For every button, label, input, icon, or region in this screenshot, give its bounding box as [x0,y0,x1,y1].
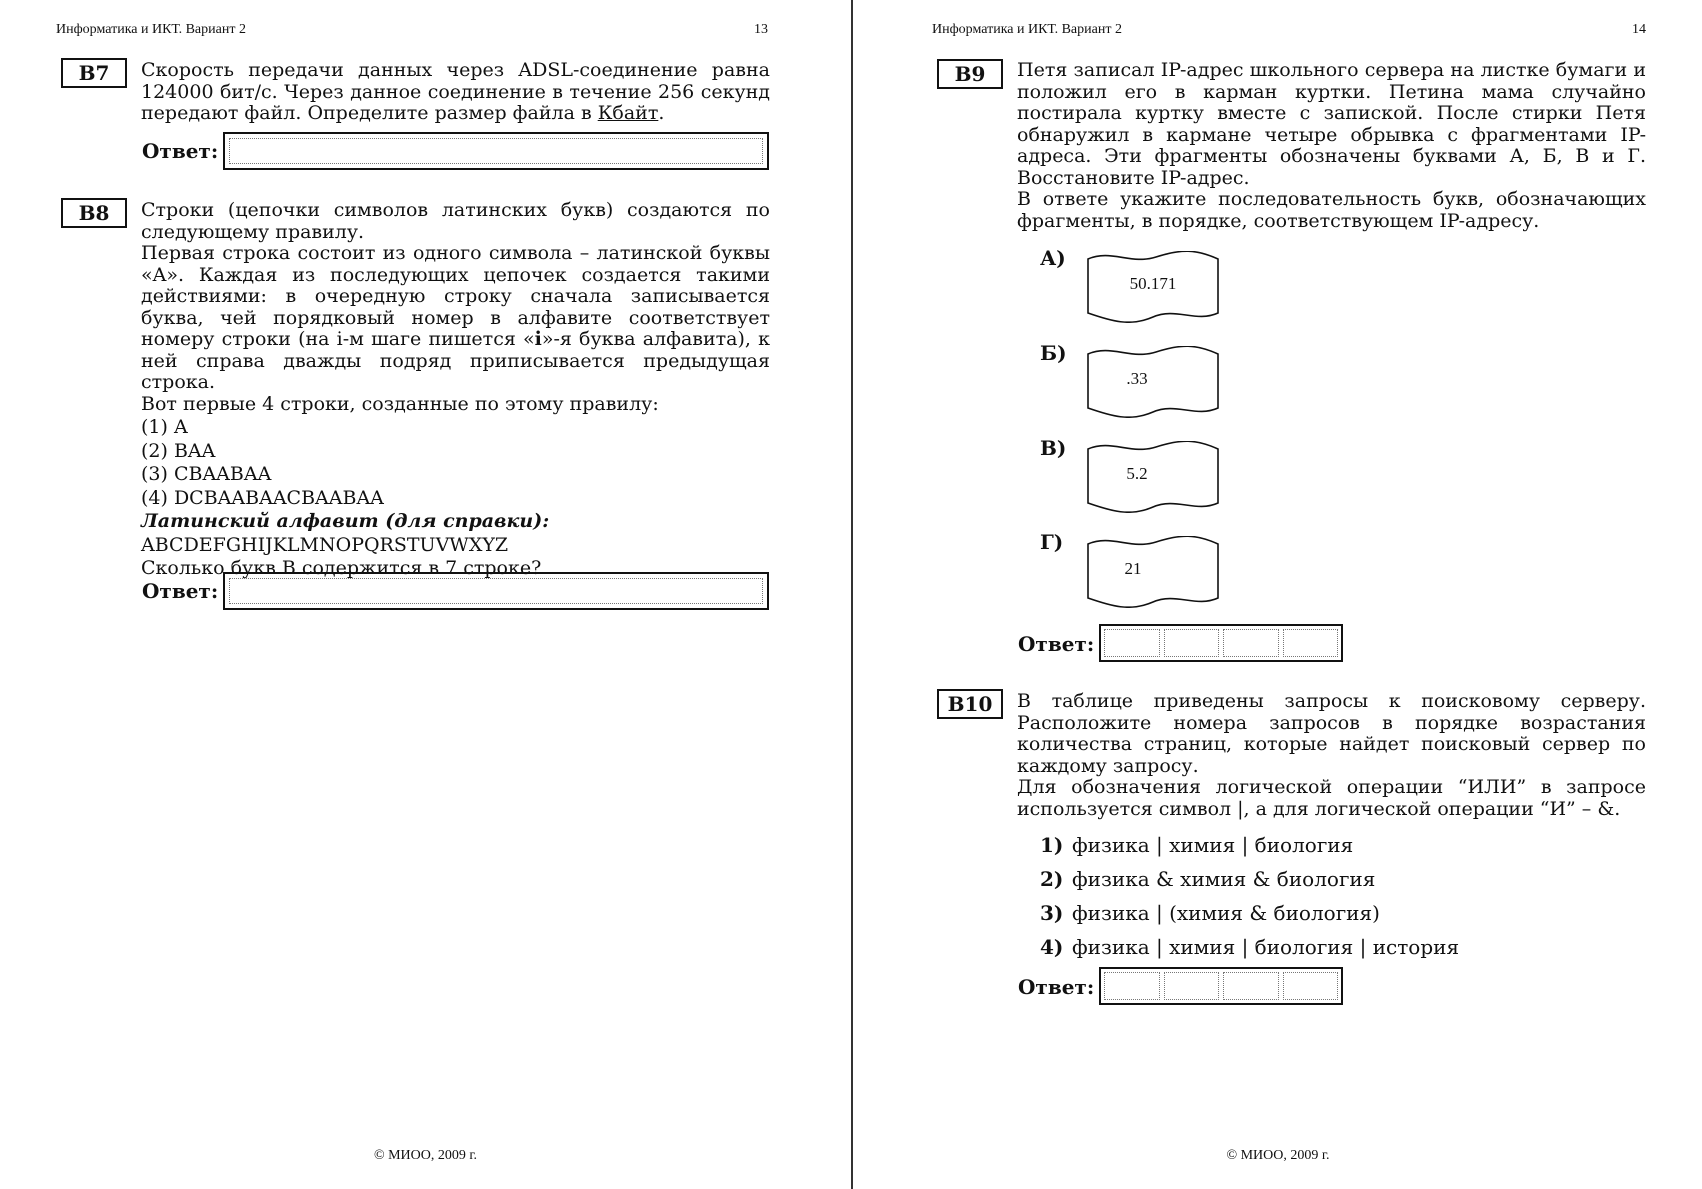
query-item: 2) физика & химия & биология [1040,867,1376,891]
right-page [854,0,1702,1189]
task-label-b8: B8 [61,198,127,228]
answer-label-b10: Ответ: [1018,975,1095,999]
alphabet: ABCDEFGHIJKLMNOPQRSTUVWXYZ [141,533,509,556]
answer-cell[interactable] [1283,972,1339,1000]
task-label-b10: B10 [937,689,1003,719]
task-label-b9: B9 [937,59,1003,89]
answer-cell[interactable] [1223,972,1279,1000]
fragment-value-a: 50.171 [1129,274,1177,293]
query-item: 1) физика | химия | биология [1040,833,1354,857]
answer-cells-b10[interactable] [1099,967,1343,1005]
fragment-letter-g: Г) [1040,530,1064,554]
header-title: Информатика и ИКТ. Вариант 2 [932,22,1122,37]
answer-cell[interactable] [1223,629,1279,657]
task-b8-text: Строки (цепочки символов латинских букв) создаются по следующему правилу. Первая строка состоит из одного символа – латинской буквы «A». Каждая из последующих цепочек создается такими действиями: в очередную строку сначала записывается буква, чей порядковый номер в алфавите соответствует номеру строки (на i-м шаге пишется «i»-я буква алфавита), к ней справа дважды подряд приписывается предыдущая строка. Вот первые 4 строки, созданные по этому правилу: (1) A (2) BAA (3) CBAABAA (4) DCBAABAACBAABAA Латинский алфавит (для справки): ABCDEFGHIJKLMNOPQRSTUVWXYZ Сколько букв B содержится в 7 строке? [141,199,770,579]
page-divider [851,0,853,1189]
fragment-letter-a: А) [1040,246,1066,270]
footer: © МИОО, 2009 г. [1226,1148,1330,1163]
answer-cell[interactable] [1283,629,1339,657]
sequence-line: (1) A [141,416,188,438]
answer-cell[interactable] [1164,629,1220,657]
sequence-line: (2) BAA [141,439,216,462]
alphabet-title: Латинский алфавит (для справки): [141,510,550,532]
answer-field-b8[interactable] [223,572,769,610]
answer-label-b9: Ответ: [1018,632,1095,656]
answer-cell[interactable] [1104,629,1160,657]
fragment-value-g: 21 [1124,559,1142,578]
footer: © МИОО, 2009 г. [373,1148,478,1163]
question-b8: Сколько букв B содержится в 7 строке? [141,557,542,579]
query-item: 3) физика | (химия & биология) [1040,901,1380,925]
fragment-letter-v: В) [1040,436,1067,460]
answer-cell[interactable] [1104,972,1160,1000]
fragment-value-v: 5.2 [1126,464,1148,483]
fragment-letter-b: Б) [1040,341,1067,365]
task-b9-text: Петя записал IP-адрес школьного сервера на листке бумаги и положил его в карман куртки. Петина мама случайно постирала куртку вместе с запиской. После стирки Петя обнаружил в кармане четыре обрывка с фрагментами IP-адреса. Эти фрагменты обозначены буквами А, Б, В и Г. Восстановите IP-адрес. В ответе укажите последовательность букв, обозначающих фрагменты, в порядке, соответствующем IP-адресу. [1017,59,1646,232]
header-title: Информатика и ИКТ. Вариант 2 [56,22,246,37]
page-number: 14 [1632,22,1646,37]
page-number: 13 [754,22,768,37]
answer-cell[interactable] [1164,972,1220,1000]
sequence-line: (3) CBAABAA [141,463,272,485]
answer-label-b8: Ответ: [142,579,219,603]
task-b7-text: Скорость передачи данных через ADSL-соединение равна 124000 бит/с. Через данное соединение в течение 256 секунд передают файл. Определите размер файла в Кбайт. [141,59,770,124]
answer-label-b7: Ответ: [142,139,219,163]
query-item: 4) физика | химия | биология | история [1040,935,1460,959]
task-label-b7: B7 [61,58,127,88]
task-b10-text: В таблице приведены запросы к поисковому серверу. Расположите номера запросов в порядке возрастания количества страниц, которые найдет поисковый сервер по каждому запросу. Для обозначения логической операции “ИЛИ” в запросе используется символ |, а для логической операции “И” – &. [1017,690,1646,820]
fragment-value-b: .33 [1126,369,1148,388]
answer-cells-b9[interactable] [1099,624,1343,662]
sequence-line: (4) DCBAABAACBAABAA [141,486,384,509]
answer-field-b7[interactable] [223,132,769,170]
